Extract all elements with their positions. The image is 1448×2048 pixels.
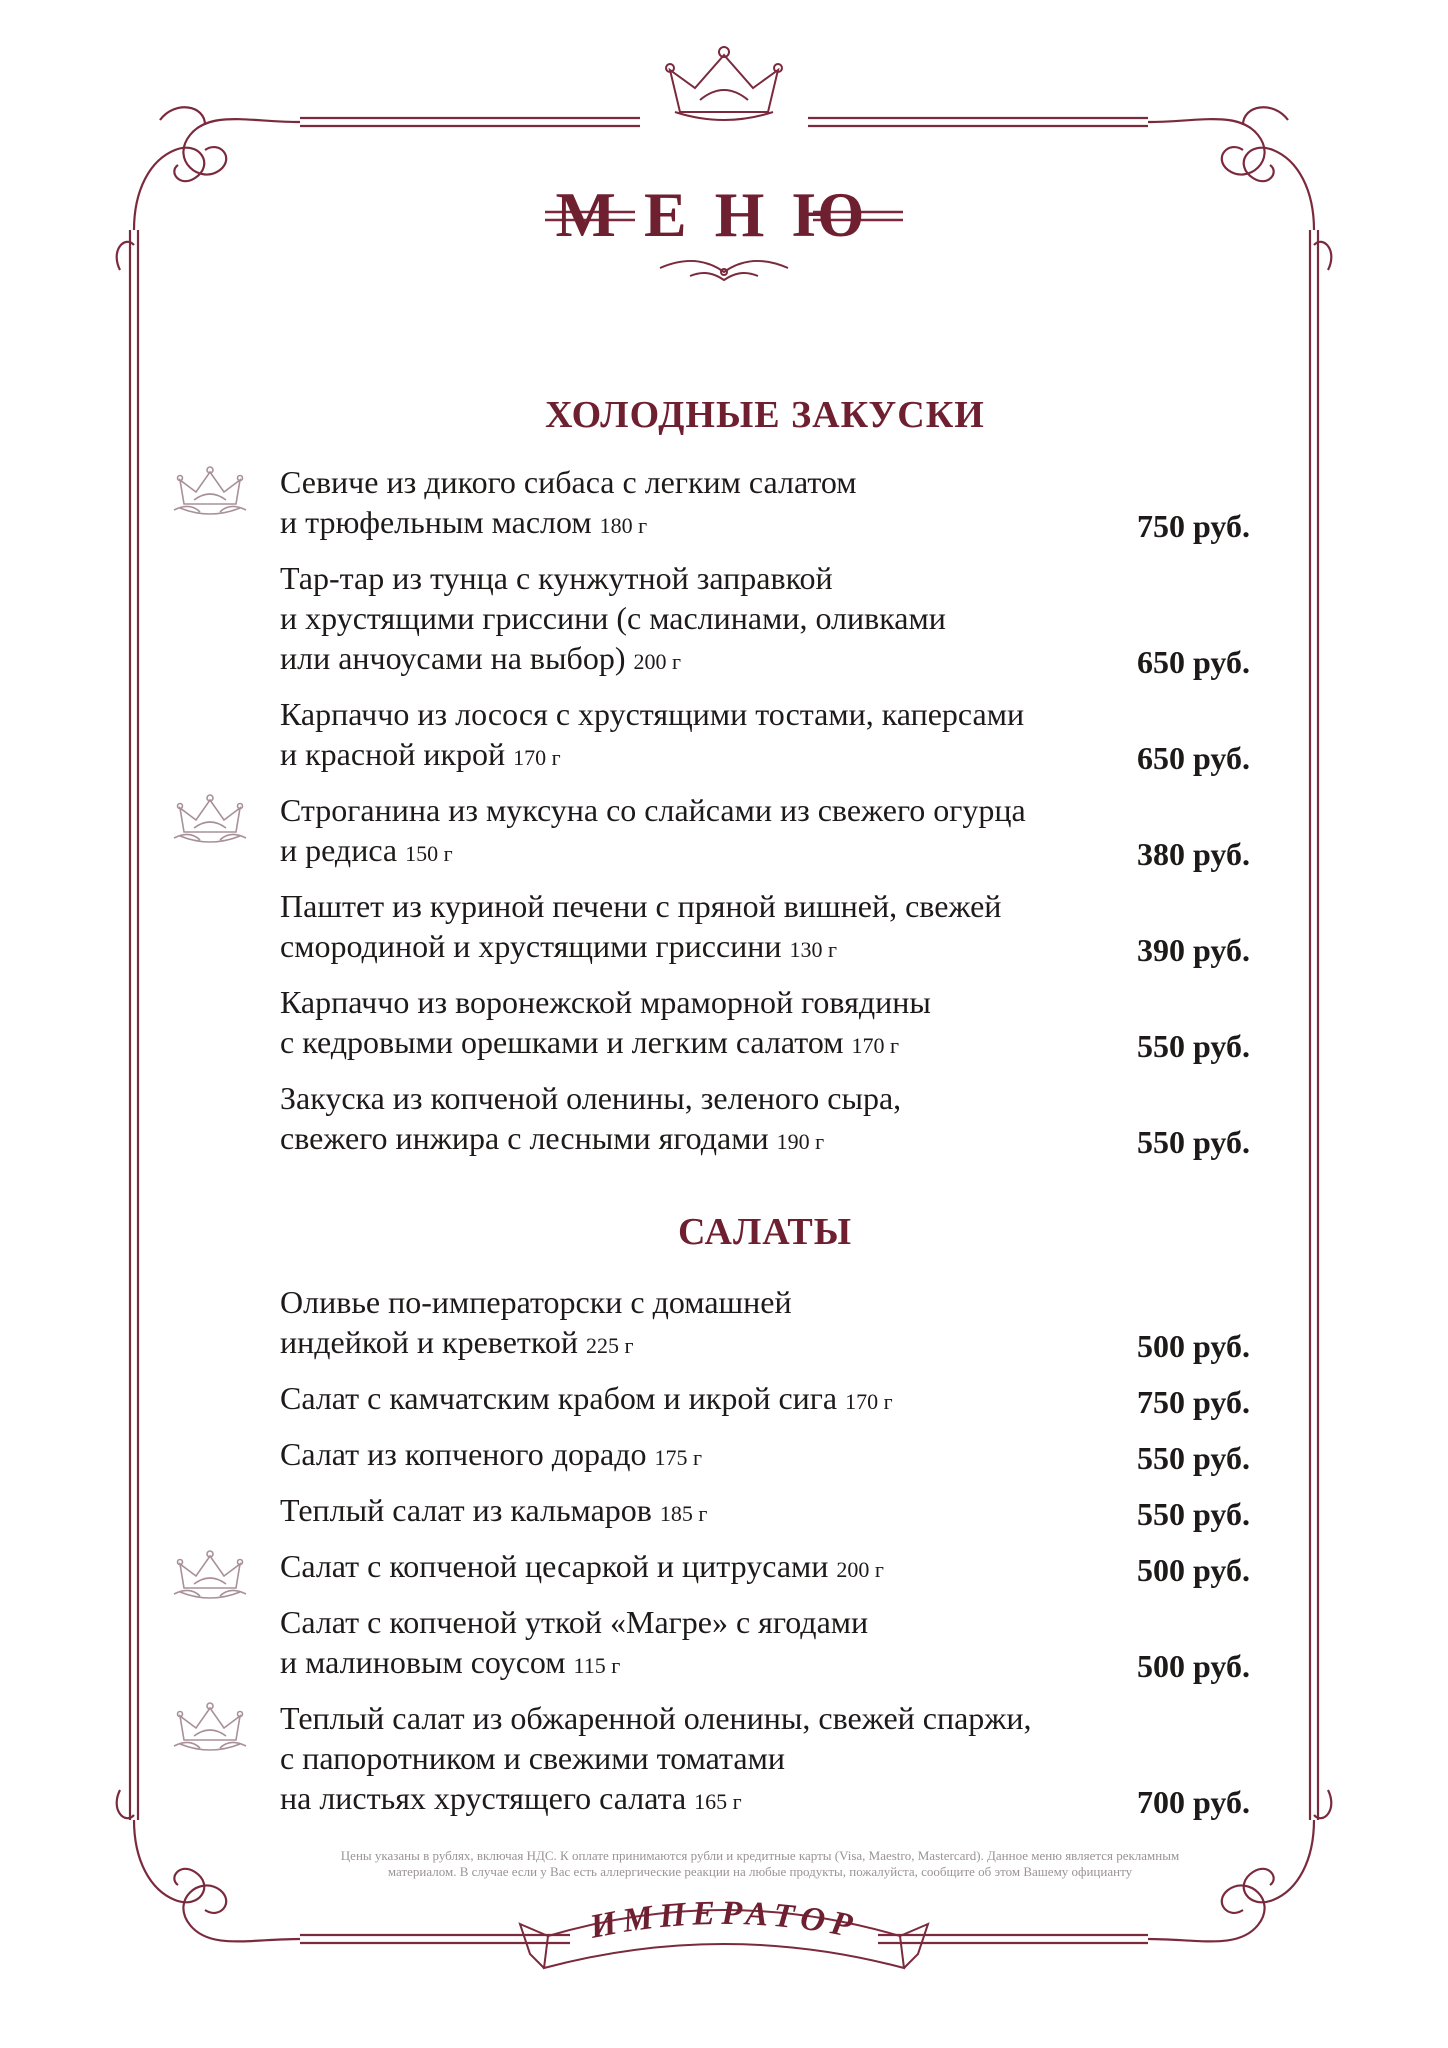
menu-item-weight: 185 г (659, 1501, 708, 1526)
menu-item-description (280, 1490, 1130, 1534)
menu-item-weight: 130 г (789, 937, 838, 962)
menu-item-description (280, 1434, 1130, 1478)
menu-item-price: 550 руб. (1137, 1124, 1250, 1160)
menu-item-price: 550 руб. (1137, 1496, 1250, 1532)
salads-list (0, 1282, 1448, 1834)
menu-item-description (280, 558, 1130, 682)
menu-item (0, 1602, 1448, 1686)
menu-item-line (280, 1378, 1130, 1422)
menu-item (0, 1490, 1448, 1534)
menu-item-price: 650 руб. (1137, 740, 1250, 776)
menu-item-text: с кедровыми орешками и легким салатом (280, 1024, 844, 1060)
menu-item-line (280, 502, 1130, 546)
menu-item-price: 390 руб. (1137, 932, 1250, 968)
menu-item (0, 558, 1448, 682)
menu-item-line (280, 1322, 1130, 1366)
menu-item (0, 694, 1448, 778)
menu-item-weight: 165 г (694, 1789, 742, 1814)
menu-item-text: Строганина из муксуна со слайсами из свежего огурца (280, 792, 1026, 828)
menu-item-text: Оливье по-императорски с домашней (280, 1284, 792, 1320)
crown-icon (170, 464, 250, 522)
menu-item-line (280, 982, 1130, 1022)
menu-item-text: индейкой и креветкой (280, 1324, 578, 1360)
menu-item-text: и трюфельным маслом (280, 504, 592, 540)
menu-item-line (280, 1022, 1130, 1066)
menu-item-price: 380 руб. (1137, 836, 1250, 872)
menu-item-description (280, 1698, 1130, 1822)
menu-item-description (280, 1602, 1130, 1686)
footnote-line-1: Цены указаны в рублях, включая НДС. К оплате принимаются рубли и кредитные карты (Visa, Maestro, Mastercard). Данное меню является рекламным (340, 1848, 1180, 1863)
menu-item (0, 1546, 1448, 1590)
section-title-cold-appetizers: ХОЛОДНЫЕ ЗАКУСКИ (545, 394, 985, 436)
menu-item (0, 790, 1448, 874)
menu-item-text: Тар-тар из тунца с кунжутной заправкой (280, 560, 833, 596)
menu-item-price: 500 руб. (1137, 1552, 1250, 1588)
top-crown-icon (666, 47, 782, 120)
menu-item-text: и редиса (280, 832, 398, 868)
menu-item (0, 1282, 1448, 1366)
menu-item-line (280, 1602, 1130, 1642)
brand-name: ИМПЕРАТОР (587, 1894, 862, 1946)
menu-item-text: смородиной и хрустящими гриссини (280, 928, 782, 964)
menu-item-line (280, 1078, 1130, 1118)
menu-item-text: Севиче из дикого сибаса с легким салатом (280, 464, 857, 500)
menu-item-weight: 170 г (851, 1033, 899, 1058)
menu-item-weight: 175 г (654, 1445, 703, 1470)
menu-item-line (280, 1738, 1130, 1778)
menu-item (0, 1378, 1448, 1422)
menu-item-line (280, 1642, 1130, 1686)
menu-item-line (280, 1118, 1130, 1162)
menu-item-weight: 200 г (836, 1557, 884, 1582)
menu-item (0, 982, 1448, 1066)
menu-item-price: 550 руб. (1137, 1440, 1250, 1476)
footnote-line-2: материалом. В случае если у Вас есть аллергические реакции на любые продукты, пожалуйста, сообщите об этом Вашему официанту (387, 1864, 1133, 1879)
menu-item-weight: 180 г (599, 513, 648, 538)
menu-item-description (280, 462, 1130, 546)
menu-item-text: или анчоусами на выбор) (280, 640, 626, 676)
menu-item-line (280, 1698, 1130, 1738)
menu-item-description (280, 886, 1130, 970)
menu-item (0, 886, 1448, 970)
cold-appetizers-list (0, 462, 1448, 1174)
menu-item-text: Салат с копченой цесаркой и цитрусами (280, 1548, 829, 1584)
menu-item-text: на листьях хрустящего салата (280, 1780, 687, 1816)
menu-item-text: Теплый салат из обжаренной оленины, свежей спаржи, (280, 1700, 1032, 1736)
page-title: МЕНЮ (555, 179, 893, 250)
menu-item-line (280, 830, 1130, 874)
menu-item-weight: 190 г (776, 1129, 825, 1154)
menu-item (0, 1434, 1448, 1478)
menu-item-line (280, 1434, 1130, 1478)
menu-item-line (280, 462, 1130, 502)
emperor-banner (0, 1884, 1448, 1994)
menu-item-description (280, 1282, 1130, 1366)
menu-item-text: и малиновым соусом (280, 1644, 566, 1680)
menu-item-price: 750 руб. (1137, 508, 1250, 544)
menu-item-text: Салат с камчатским крабом и икрой сига (280, 1380, 838, 1416)
menu-item-weight: 170 г (845, 1389, 893, 1414)
menu-item-weight: 170 г (513, 745, 561, 770)
menu-item-description (280, 694, 1130, 778)
menu-item-price: 500 руб. (1137, 1328, 1250, 1364)
menu-item-line (280, 1490, 1130, 1534)
footnote (280, 1848, 1240, 1880)
menu-item-line (280, 1546, 1130, 1590)
menu-item-line (280, 638, 1130, 682)
svg-text:ИМПЕРАТОР (586, 1895, 861, 1946)
menu-item-weight: 200 г (633, 649, 681, 674)
menu-item-line (280, 694, 1130, 734)
menu-item (0, 1078, 1448, 1162)
menu-item-text: Карпаччо из лосося с хрустящими тостами, каперсами (280, 696, 1025, 732)
section-title-salads: САЛАТЫ (677, 1211, 853, 1253)
menu-item-line (280, 598, 1130, 638)
menu-item-line (280, 734, 1130, 778)
menu-item-description (280, 790, 1130, 874)
menu-item-text: Закуска из копченой оленины, зеленого сыра, (280, 1080, 902, 1116)
menu-item-weight: 115 г (573, 1653, 621, 1678)
crown-icon (170, 792, 250, 850)
menu-item-line (280, 1282, 1130, 1322)
menu-item-text: с папоротником и свежими томатами (280, 1740, 785, 1776)
menu-item-text: и красной икрой (280, 736, 506, 772)
menu-item-price: 550 руб. (1137, 1028, 1250, 1064)
menu-item-price: 500 руб. (1137, 1648, 1250, 1684)
menu-item-weight: 225 г (585, 1333, 634, 1358)
crown-icon (170, 1700, 250, 1758)
menu-item-text: Теплый салат из кальмаров (280, 1492, 652, 1528)
menu-item-text: свежего инжира с лесными ягодами (280, 1120, 769, 1156)
menu-item-text: Паштет из куриной печени с пряной вишней, свежей (280, 888, 1002, 924)
menu-item (0, 462, 1448, 546)
menu-item-weight: 150 г (405, 841, 453, 866)
menu-item-price: 650 руб. (1137, 644, 1250, 680)
menu-item-line (280, 886, 1130, 926)
menu-item-text: и хрустящими гриссини (с маслинами, оливками (280, 600, 946, 636)
menu-item-text: Карпаччо из воронежской мраморной говядины (280, 984, 931, 1020)
menu-item-line (280, 558, 1130, 598)
menu-item-description (280, 1378, 1130, 1422)
menu-item-description (280, 1078, 1130, 1162)
menu-item-price: 750 руб. (1137, 1384, 1250, 1420)
menu-item-text: Салат с копченой уткой «Магре» с ягодами (280, 1604, 869, 1640)
menu-item-line (280, 790, 1130, 830)
crown-icon (170, 1548, 250, 1606)
menu-item-text: Салат из копченого дорадо (280, 1436, 647, 1472)
menu-item-line (280, 926, 1130, 970)
menu-item-price: 700 руб. (1137, 1784, 1250, 1820)
menu-item-description (280, 1546, 1130, 1590)
menu-item (0, 1698, 1448, 1822)
menu-item-line (280, 1778, 1130, 1822)
menu-item-description (280, 982, 1130, 1066)
